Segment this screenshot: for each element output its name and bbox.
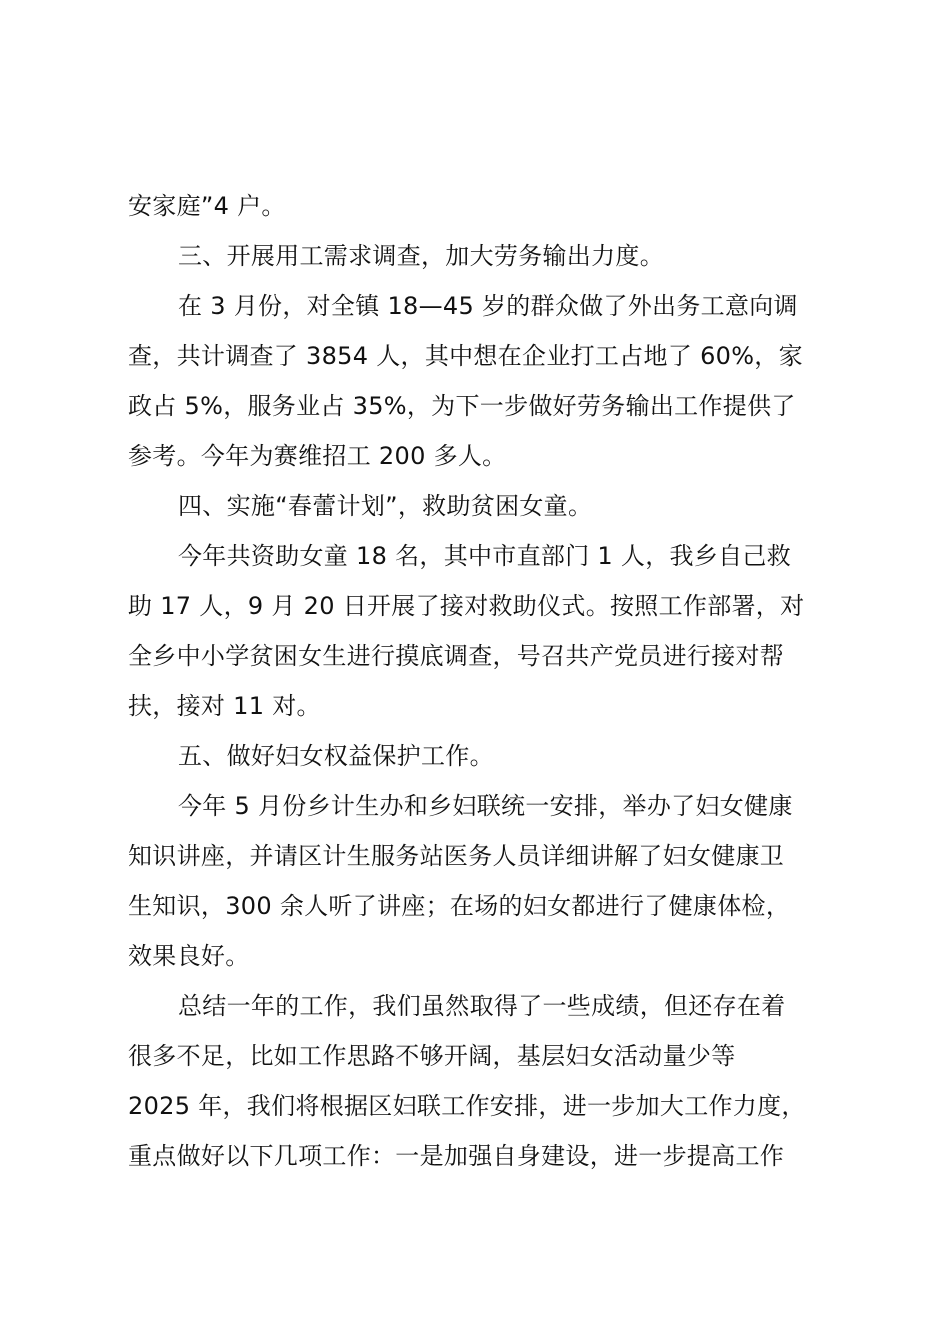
text-line: 总结一年的工作，我们虽然取得了一些成绩，但还存在着 [178,992,786,1020]
text-line: 重点做好以下几项工作：一是加强自身建设，进一步提高工作 [128,1142,785,1170]
text-line: 很多不足，比如工作思路不够开阔，基层妇女活动量少等 [128,1042,736,1070]
text-line: 知识讲座，并请区计生服务站医务人员详细讲解了妇女健康卫 [128,842,785,870]
text-line: 效果良好。 [128,942,250,970]
text-line: 今年共资助女童 18 名，其中市直部门 1 人，我乡自己救 [178,542,792,570]
text-line: 参考。今年为赛维招工 200 多人。 [128,442,507,470]
text-line: 在 3 月份，对全镇 18—45 岁的群众做了外出务工意向调 [178,292,798,320]
text-line: 今年 5 月份乡计生办和乡妇联统一安排，举办了妇女健康 [178,792,793,820]
text-line: 助 17 人，9 月 20 日开展了接对救助仪式。按照工作部署，对 [128,592,805,620]
text-line: 查，共计调查了 3854 人，其中想在企业打工占地了 60%，家 [128,342,803,370]
text-line: 2025 年，我们将根据区妇联工作安排，进一步加大工作力度， [128,1092,806,1120]
section-heading-3: 三、开展用工需求调查，加大劳务输出力度。 [178,242,664,270]
text-line: 安家庭”4 户。 [128,192,286,220]
text-line: 全乡中小学贫困女生进行摸底调查，号召共产党员进行接对帮 [128,642,785,670]
text-line: 扶，接对 11 对。 [128,692,321,720]
text-line: 政占 5%，服务业占 35%，为下一步做好劳务输出工作提供了 [128,392,796,420]
text-line: 生知识，300 余人听了讲座；在场的妇女都进行了健康体检， [128,892,791,920]
section-heading-5: 五、做好妇女权益保护工作。 [178,742,494,770]
section-heading-4: 四、实施“春蕾计划”，救助贫困女童。 [178,492,593,520]
